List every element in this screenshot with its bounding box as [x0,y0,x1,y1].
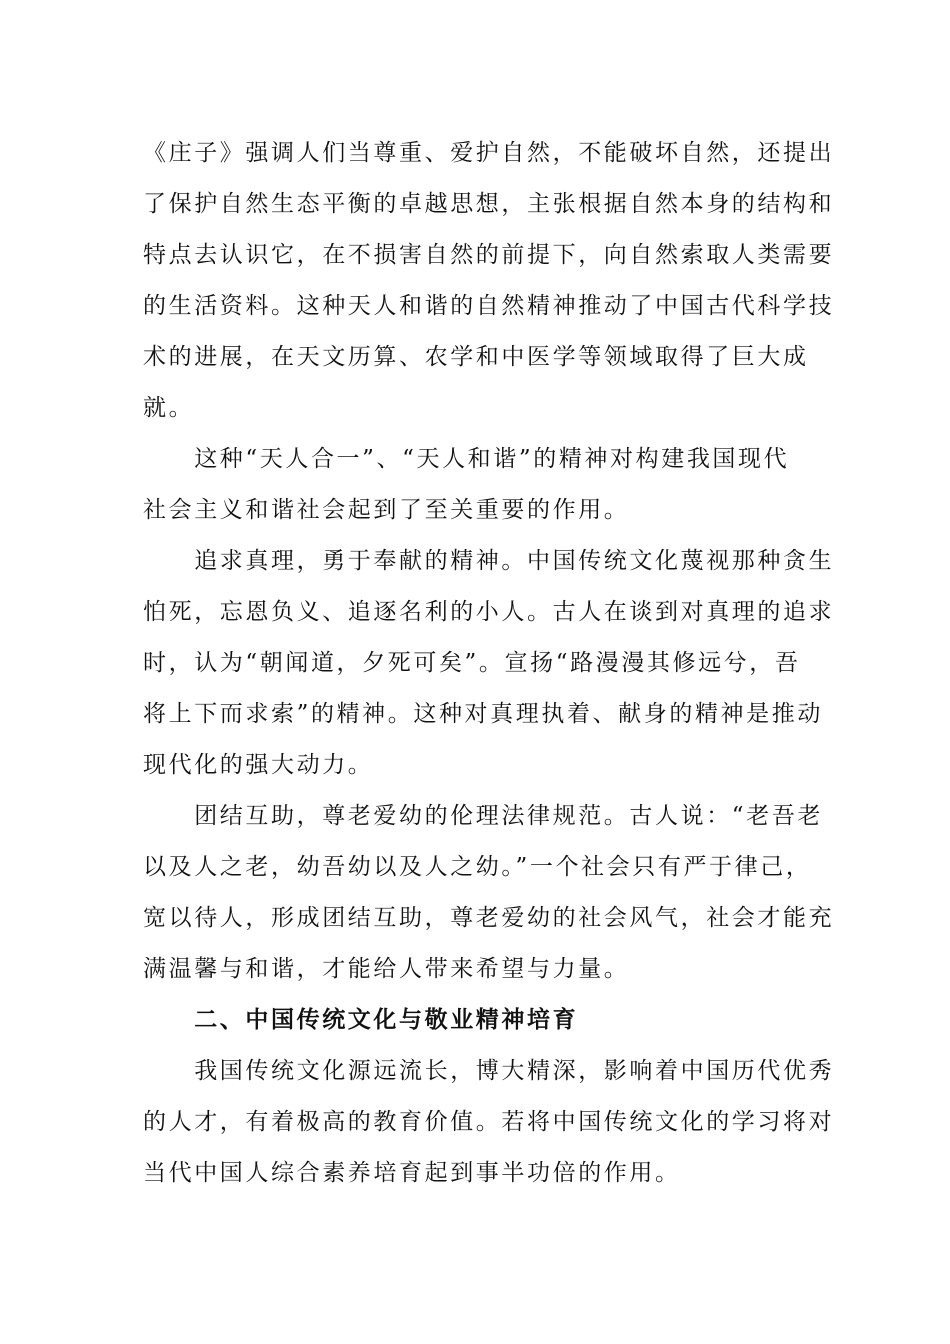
section-heading [143,995,793,1046]
text-line: 这种“天人合一”、“天人和谐”的精神对构建我国现代 [143,446,790,472]
text-line: 我国传统文化源远流长，博大精深，影响着中国历代优秀 [143,1058,835,1084]
text-line: 术的进展，在天文历算、农学和中医学等领域取得了巨大成 [143,344,809,370]
paragraph-harmony-spirit [143,434,793,536]
paragraph-pursuit-of-truth [143,536,835,791]
text-line: 时，认为“朝闻道，夕死可矣”。宣扬“路漫漫其修远兮，吾 [143,650,801,676]
document-body [143,128,835,1199]
text-line: 的人才，有着极高的教育价值。若将中国传统文化的学习将对 [143,1109,835,1135]
text-line: 了保护自然生态平衡的卓越思想，主张根据自然本身的结构和 [143,191,835,217]
paragraph-traditional-culture-education [143,1046,835,1199]
text-line: 以及人之老，幼吾幼以及人之幼。”一个社会只有严于律己， [143,854,812,880]
text-line: 就。 [143,395,195,421]
text-line: 宽以待人，形成团结互助，尊老爱幼的社会风气，社会才能充 [143,905,835,931]
text-line: 现代化的强大动力。 [143,752,374,778]
text-line: 将上下而求索”的精神。这种对真理执着、献身的精神是推动 [143,701,823,727]
text-line: 怕死，忘恩负义、追逐名利的小人。古人在谈到对真理的追求 [143,599,835,625]
text-line: 特点去认识它，在不损害自然的前提下，向自然索取人类需要 [143,242,835,268]
text-line: 当代中国人综合素养培育起到事半功倍的作用。 [143,1160,681,1186]
paragraph-zhuangzi-nature [143,128,835,434]
heading-text: 二、中国传统文化与敬业精神培育 [143,1007,579,1033]
text-line: 满温馨与和谐，才能给人带来希望与力量。 [143,956,630,982]
text-line: 追求真理，勇于奉献的精神。中国传统文化蔑视那种贪生 [143,548,835,574]
text-line: 社会主义和谐社会起到了至关重要的作用。 [143,497,630,523]
text-line: 团结互助，尊老爱幼的伦理法律规范。古人说：“老吾老 [143,803,823,829]
text-line: 《庄子》强调人们当尊重、爱护自然，不能破坏自然，还提出 [143,140,835,166]
paragraph-unity-respect [143,791,835,995]
text-line: 的生活资料。这种天人和谐的自然精神推动了中国古代科学技 [143,293,835,319]
